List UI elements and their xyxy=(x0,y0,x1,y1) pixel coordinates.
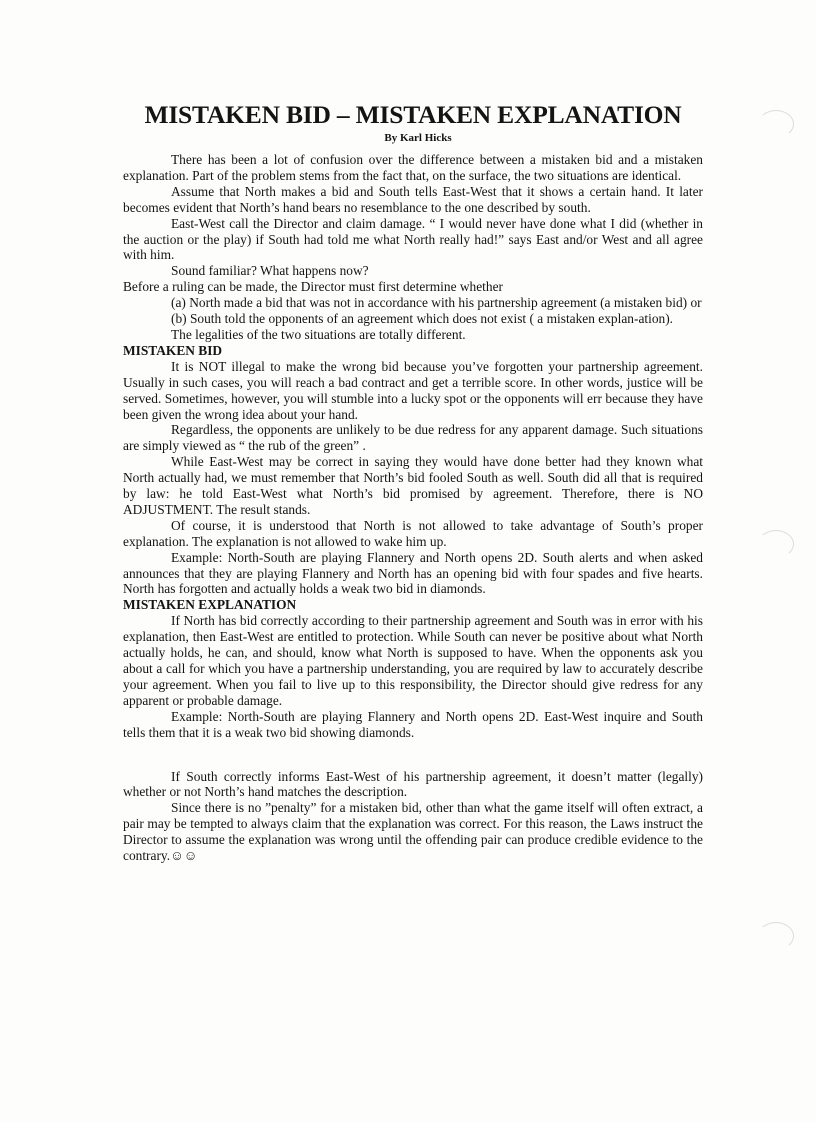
paragraph: There has been a lot of confusion over the difference between a mistaken bid and a mistaken explanation. Part of the problem stems from the fact that, on the surface, the two situations are identical. xyxy=(123,152,703,183)
paragraph: Since there is no ”penalty” for a mistaken bid, other than what the game itself will often extract, a pair may be tempted to always claim that the explanation was correct. For this reason, the Laws instruct the Director to assume the explanation was wrong until the offending pair can produce credible evidence to the contrary.☺☺ xyxy=(123,800,703,864)
paragraph: Regardless, the opponents are unlikely to be due redress for any apparent damage. Such situations are simply viewed as “ the rub of the green” . xyxy=(123,422,703,454)
article-byline: By Karl Hicks xyxy=(384,132,452,144)
paragraph: Assume that North makes a bid and South tells East-West that it shows a certain hand. It later becomes evident that North’s hand bears no resemblance to the one described by south. xyxy=(123,183,703,215)
paragraph: While East-West may be correct in saying they would have done better had they known what North actually had, we must remember that North’s bid fooled South as well. South did all that is required by law: he told East-West what North’s bid promised by agreement. Therefore, there is NO ADJUSTMENT. The result stands. xyxy=(123,454,703,517)
section-heading-mistaken-explanation: MISTAKEN EXPLANATION xyxy=(123,597,297,613)
paragraph: The legalities of the two situations are totally different. xyxy=(171,326,466,342)
paragraph: Sound familiar? What happens now? xyxy=(171,263,369,279)
article xyxy=(123,100,703,864)
paragraph: East-West call the Director and claim damage. “ I would never have done what I did (whether in the auction or the play) if South had told me what North really had!” says East and/or West and all agree with him. xyxy=(123,215,703,263)
paragraph: Example: North-South are playing Flannery and North opens 2D. East-West inquire and South tells them that it is a weak two bid showing diamonds. xyxy=(123,708,703,740)
paragraph: Before a ruling can be made, the Director must first determine whether xyxy=(123,279,503,295)
punch-hole-mark xyxy=(758,530,794,558)
list-item: (a) North made a bid that was not in accordance with his partnership agreement (a mistaken bid) or xyxy=(171,295,702,311)
punch-hole-mark xyxy=(758,110,794,138)
article-title: MISTAKEN BID – MISTAKEN EXPLANATION xyxy=(144,100,682,129)
paragraph: It is NOT illegal to make the wrong bid because you’ve forgotten your partnership agreement. Usually in such cases, you will reach a bad contract and get a terrible score. In other words, justice will be served. Sometimes, however, you will stumble into a lucky spot or the opponents will err because they have been given the wrong idea about your hand. xyxy=(123,358,703,422)
paragraph: Example: North-South are playing Flannery and North opens 2D. South alerts and when asked announces that they are playing Flannery and North has an opening bid with four spades and five hearts. North has forgotten and actually holds a weak two bid in diamonds. xyxy=(123,549,703,597)
paragraph: If North has bid correctly according to their partnership agreement and South was in error with his explanation, then East-West are entitled to protection. While South can never be positive about what North actually holds, he can, and should, know what North is supposed to have. When the opponents ask you about a call for which you have a partnership understanding, you are required by law to accurately describe your agreement. When you fail to live up to this responsibility, the Director should give redress for any apparent or probable damage. xyxy=(123,613,703,708)
paragraph: Of course, it is understood that North is not allowed to take advantage of South’s proper explanation. The explanation is not allowed to wake him up. xyxy=(123,517,703,549)
punch-hole-mark xyxy=(758,922,794,950)
paragraph: If South correctly informs East-West of his partnership agreement, it doesn’t matter (legally) whether or not North’s hand matches the description. xyxy=(123,768,703,800)
list-item: (b) South told the opponents of an agreement which does not exist ( a mistaken explan-ation). xyxy=(171,311,674,327)
section-heading-mistaken-bid: MISTAKEN BID xyxy=(123,342,223,358)
spacer xyxy=(123,741,703,769)
